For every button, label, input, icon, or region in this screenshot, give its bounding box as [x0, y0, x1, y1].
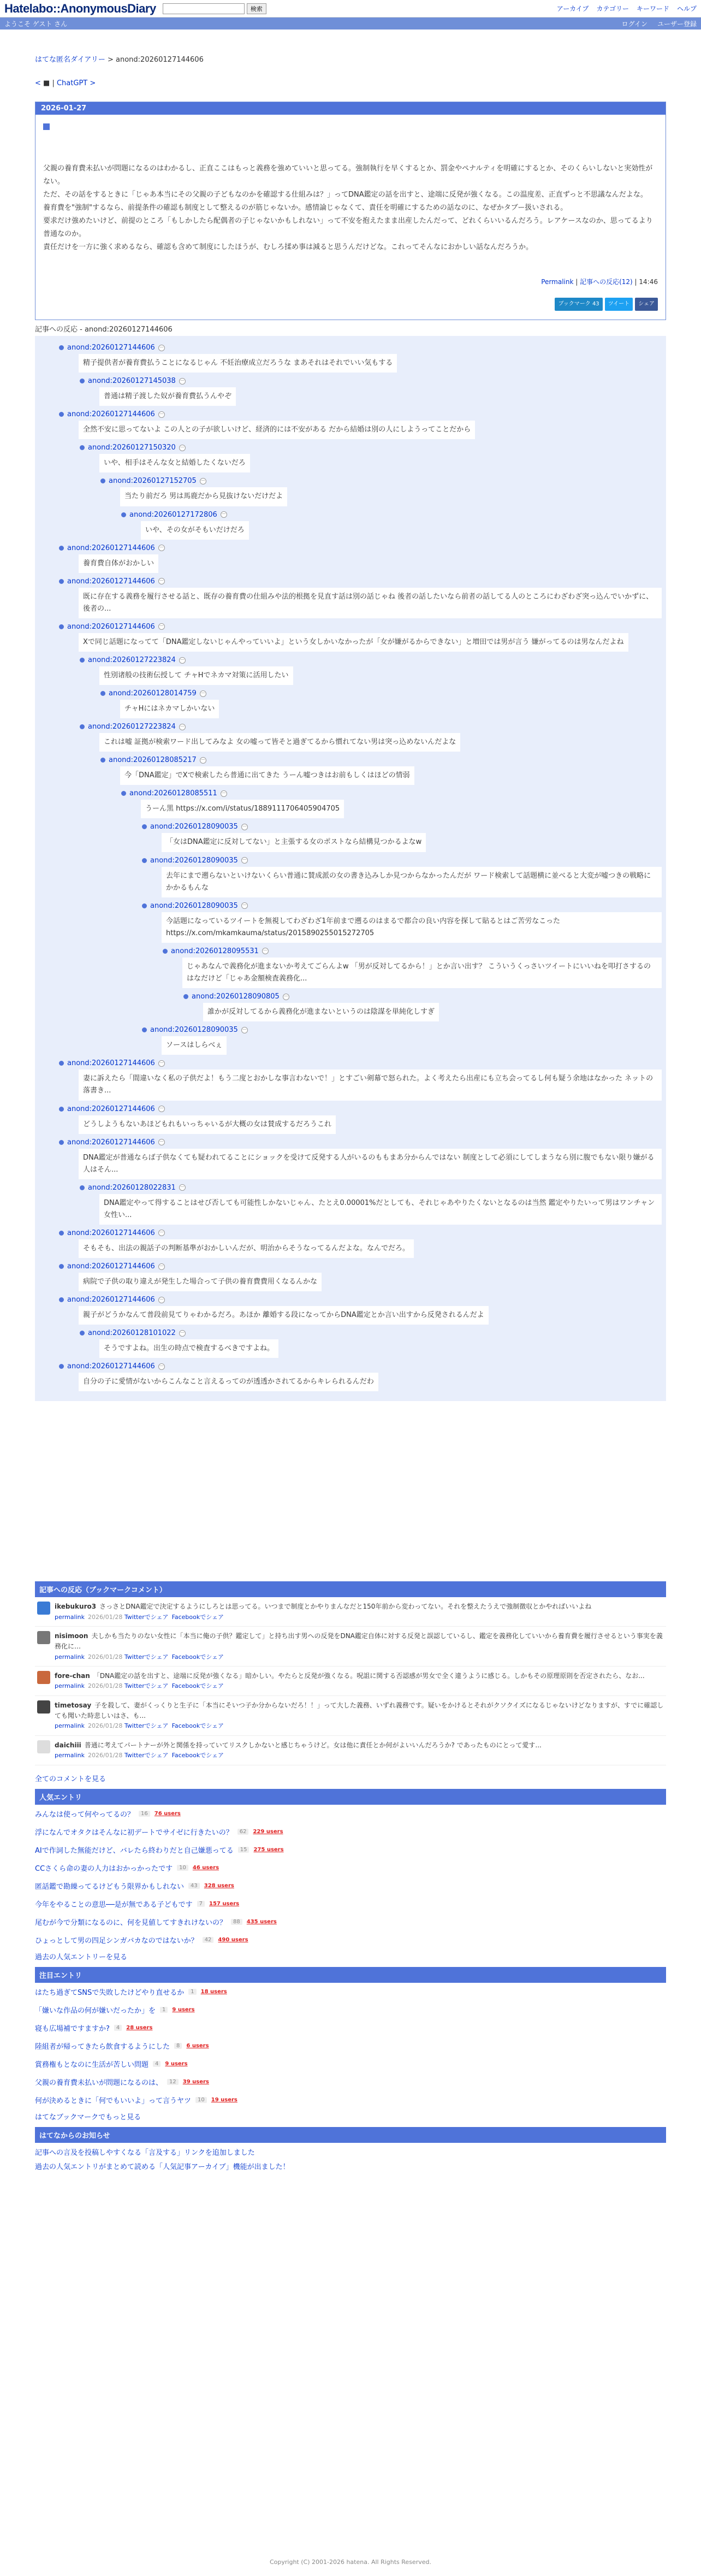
entry-title-link[interactable]: ひょっとして男の四足シンガバカなのではないか？ — [35, 1936, 198, 1945]
facebook-share-link[interactable]: Facebookでシェア — [171, 1752, 224, 1759]
ref-link[interactable]: anond:20260128090035 — [150, 1026, 238, 1035]
collapse-toggle-icon[interactable]: － — [180, 1185, 185, 1191]
ref-text: 誰かが反対してるから義務化が進まないというのは陰謀を単純化しすぎ — [203, 1003, 439, 1021]
collapse-toggle-icon[interactable]: － — [180, 724, 185, 730]
collapse-toggle-icon[interactable]: － — [159, 1139, 164, 1145]
comment-text: さっさとDNA鑑定で決定するようにしろとは思ってる。いつまで制度とかやりまんなだと150年前から変わってない。それを整えたうえで強制徴収とかやればいいよね — [99, 1603, 592, 1611]
twitter-share-link[interactable]: Twitterでシェア — [124, 1682, 169, 1690]
breadcrumb-current: anond:20260127144606 — [116, 56, 204, 64]
ref-link[interactable]: anond:20260127144606 — [67, 1262, 155, 1271]
entry-title-link[interactable]: 尾むが今で分類になるのに、何を見値してすきれけないの？ — [35, 1918, 227, 1927]
comment-count-badge: 10 — [195, 2097, 207, 2103]
comment-permalink[interactable]: permalink — [55, 1722, 85, 1730]
entry-list-item — [35, 2055, 666, 2073]
ref-item — [80, 1329, 662, 1358]
facebook-share-link[interactable]: Facebookでシェア — [171, 1653, 224, 1661]
ref-item — [80, 1184, 662, 1225]
nav-help[interactable]: ヘルプ — [676, 5, 697, 13]
breadcrumb — [35, 54, 666, 64]
ref-text: 当たり前だろ 男は馬鹿だから見抜けないだけだよ — [120, 487, 287, 506]
comment-text: 子を殺して、妻がくっくりと生子に「本当にそいつ子か分からないだろ！！」って大した義務、いずれ義務です。疑いをかけるとそれがクソクイズになるじゃないけどなりますが、すでに確認しても聞いた時悲しいはさ、も... — [55, 1701, 664, 1720]
ref-text: チャHにはネカマしかいない — [120, 700, 219, 718]
ref-text: これは嘘 証拠が検索ワード出してみなよ 女の嘘って皆そと過ぎてるから慣れてない男は突っ込めないんだよな — [99, 733, 460, 752]
nav-archive[interactable]: アーカイブ — [556, 5, 589, 13]
ref-text: 養育費自体がおかしい — [79, 554, 158, 573]
ref-item — [80, 723, 662, 752]
tweet-button[interactable]: ツイート — [605, 298, 633, 311]
entry-title-link[interactable]: みんなは使って何やってるの？ — [35, 1810, 135, 1819]
comment-count-badge: 15 — [238, 1847, 249, 1853]
news-item[interactable]: 記事への言及を投稿しやすくなる「言及する」リンクを追加しました — [35, 2148, 255, 2157]
comment-permalink[interactable]: permalink — [55, 1653, 85, 1661]
ref-item — [59, 1362, 662, 1391]
comment-count-badge: 7 — [197, 1901, 205, 1907]
users-count-link[interactable]: 157 users — [209, 1900, 240, 1907]
entry-list-item — [35, 1877, 666, 1895]
ref-item — [59, 1296, 662, 1325]
entry-title-link[interactable]: 浮になんでオタクはそんなに初デートでサイゼに行きたいの？ — [35, 1828, 233, 1837]
comment-text: 普通に考えてパートナーが外と関係を持っていてリスクしかないと感じちゃうけど。女は他に責任とか何がよいいんだろうか? であったものにとって愛す... — [84, 1741, 542, 1749]
next-link[interactable]: ChatGPT > — [56, 79, 96, 87]
footer-copyright: Copyright (C) 2001-2026 hatena. All Rights Reserved. — [270, 2559, 431, 2566]
ref-link[interactable]: anond:20260128090035 — [150, 823, 238, 831]
top-nav — [557, 4, 697, 13]
entry-paragraph: 責任だけを一方に強く求めるなら、確認も含めて制度にしたほうが、むしろ揉め事は減ると思うんだけどな。これってそんなにおかしい話なんだろうか。 — [43, 243, 533, 252]
collapse-toggle-icon[interactable]: － — [242, 858, 247, 864]
refs-link[interactable]: 記事への反応(12) — [580, 278, 633, 286]
collapse-toggle-icon[interactable]: － — [200, 690, 206, 696]
comment-permalink[interactable]: permalink — [55, 1752, 85, 1759]
entry-list-item — [35, 1841, 666, 1859]
comment-count-badge: 10 — [177, 1865, 188, 1871]
comment-user[interactable]: ikebukuro3 — [55, 1603, 97, 1611]
collapse-toggle-icon[interactable]: － — [159, 1230, 164, 1236]
ref-link[interactable]: anond:20260127144606 — [67, 1362, 155, 1371]
entry-paragraph: 父親の養育費未払いが問題になるのはわかるし、正直ここはもっと義務を強めていいと思ってる。強制執行を早くするとか、罰金やペナルティを明確にするとか、そのくらいしないと実効性がない。 — [43, 164, 653, 186]
comment-count-badge: 1 — [188, 1989, 196, 1995]
ref-item — [163, 947, 662, 988]
collapse-toggle-icon[interactable]: － — [159, 1297, 164, 1303]
comment-text: 夫しかも当たりのない女性に「本当に俺の子供？鑑定して」と持ち出す男への反発をDNA鑑定自体に対する反発と誤認しているし、鑑定を義務化していいから養育費を履行させるという事実を義務化に… — [55, 1632, 663, 1651]
refs-heading: 記事への反応 - anond:20260127144606 — [35, 326, 173, 334]
ref-link[interactable]: anond:20260128085217 — [109, 756, 197, 765]
ref-text: 去年にまで遡らないといけないくらい普通に賛成派の女の書き込みしか見つからなかったんだが ワード検索して話題横に並べると大変が嘘つきの戦略にかかるもんな — [162, 867, 662, 897]
ref-text: いや、相手はそんな女と結婚したくないだろ — [99, 454, 250, 472]
ref-link[interactable]: anond:20260128022831 — [88, 1183, 176, 1192]
collapse-toggle-icon[interactable]: － — [180, 445, 185, 451]
bookmark-comments — [35, 1597, 666, 1765]
comment-user[interactable]: timetosay — [55, 1701, 92, 1709]
ref-text: 病院で子供の取り違えが発生した場合って子供の養育費費用くなるんかな — [79, 1273, 322, 1291]
entry-title-link[interactable]: AIで作詞した無能だけど、バレたら終わりだと自己嫌悪ってる — [35, 1846, 234, 1855]
news-item[interactable]: 過去の人気エントリがまとめて読める「人気記事アーカイブ」機能が出ました！ — [35, 2163, 290, 2171]
ref-item — [142, 1026, 662, 1055]
ref-item — [142, 856, 662, 897]
bookmarks-heading: 記事への反応（ブックマークコメント） — [35, 1581, 666, 1597]
ref-link[interactable]: anond:20260127144606 — [67, 1138, 155, 1147]
popular-heading: 人気エントリ — [35, 1789, 666, 1805]
ref-item — [59, 544, 662, 573]
ref-link[interactable]: anond:20260128014759 — [109, 689, 197, 698]
attention-heading: 注目エントリ — [35, 1967, 666, 1983]
ref-item — [142, 902, 662, 943]
entry-paragraph: 要求だけ強めたいけど、前提のところ「もしかしたら配偶者の子じゃないかもしれない」って不安を抱えたまま出産したんだって、どれくらいいるんだろう。レアケースなのか、思ってるより普通なのか。 — [43, 217, 653, 239]
ref-text: 全然不安に思ってないよ この人との子が欲しいけど、経済的には不安がある だから結婚は別の人にしようってことだから — [79, 421, 475, 439]
users-count-link[interactable]: 275 users — [253, 1846, 284, 1853]
comment-user[interactable]: nisimoon — [55, 1632, 88, 1640]
ref-link[interactable]: anond:20260127172806 — [129, 510, 217, 519]
prev-link[interactable]: < — [35, 79, 41, 87]
ref-text: 自分の子に愛情がないからこんなこと言えるってのが透透かされてるからキレられるんだわ — [79, 1373, 378, 1391]
ref-text: 性別诸般の技術伝授して チャHでネカマ対策に活用したい — [99, 666, 293, 685]
twitter-share-link[interactable]: Twitterでシェア — [124, 1653, 169, 1661]
collapse-toggle-icon[interactable]: － — [159, 1263, 164, 1269]
entry-list-item — [35, 1931, 666, 1949]
ref-item — [100, 756, 662, 785]
entry-title-link[interactable]: 父親の養育費未払いが問題になるのは、 — [35, 2078, 163, 2087]
permalink[interactable]: Permalink — [541, 278, 574, 286]
comment-count-badge: 1 — [160, 2007, 168, 2013]
breadcrumb-home[interactable]: はてな匿名ダイアリー — [35, 56, 105, 64]
ref-text: 今「DNA鑑定」でXで検索したら普通に出てきた うーん嘘つきはお前もしくはほどの情弱 — [120, 766, 414, 785]
ref-link[interactable]: anond:20260127144606 — [67, 1228, 155, 1237]
ref-link[interactable]: anond:20260128085511 — [129, 789, 217, 798]
users-count-link[interactable]: 328 users — [204, 1882, 234, 1889]
comment-date: 2026/01/28 — [88, 1682, 123, 1690]
users-count-link[interactable]: 9 users — [172, 2006, 195, 2013]
users-count-link[interactable]: 46 users — [192, 1864, 219, 1871]
ref-link[interactable]: anond:20260127223824 — [88, 656, 176, 664]
ref-link[interactable]: anond:20260128101022 — [88, 1329, 176, 1338]
entry-footer: Permalink | 記事への反応(12) | 14:46 — [541, 278, 658, 286]
comment-text: 「DNA鑑定の話を出すと、途端に反発が強くなる」暗かしい。やたらと反発が強くなる。呪詛に関する否認感が男女で全く違うように感じる。しかもその原理原則を否定されたら、なお... — [93, 1672, 645, 1680]
comment-permalink[interactable]: permalink — [55, 1682, 85, 1690]
refs-tree — [35, 336, 666, 1401]
users-count-link[interactable]: 39 users — [182, 2078, 209, 2085]
popular-list — [35, 1805, 666, 1949]
entry-title-link[interactable]: CCさくら命の妻の人力はおかっかったです — [35, 1864, 173, 1873]
facebook-share-link[interactable]: Facebookでシェア — [171, 1682, 224, 1690]
comment-count-badge: 43 — [188, 1883, 200, 1889]
ref-text: 親子がどうかなんて普段前見てりゃわかるだろ。あほか 離婚する段になってからDNA鑑定とか言い出すから反発されるんだよ — [79, 1306, 489, 1325]
ref-text: いや、その女がそもいだけだろ — [141, 521, 249, 540]
pager — [35, 79, 666, 87]
share-buttons — [43, 297, 658, 315]
ref-link[interactable]: anond:20260127144606 — [67, 1296, 155, 1304]
top-bar — [0, 0, 701, 17]
comment-user[interactable]: daichiii — [55, 1741, 81, 1749]
collapse-toggle-icon[interactable]: － — [242, 1027, 247, 1033]
comment-count-badge: 12 — [167, 2079, 179, 2085]
collapse-toggle-icon[interactable]: － — [200, 757, 206, 763]
ref-item — [142, 823, 662, 852]
ref-text: 今話題になっているツイートを無視してわざわざ1年前まで遡るのはまるで都合の良い内容を探して貼るとはご苦労なこった https://x.com/mkamkauma/status/2015890255015272705 — [162, 912, 662, 943]
collapse-toggle-icon[interactable]: － — [221, 512, 227, 518]
pager-sep: ■ | — [43, 79, 57, 87]
users-count-link[interactable]: 229 users — [253, 1828, 283, 1835]
ref-text: DNA鑑定やって得することはせび否しても可能性しかないじゃん、たとえ0.00001%だとしても、それじゃあやりたくないとなるのは当然 鑑定やりたいって男はワンチャン女性い... — [99, 1194, 662, 1225]
ref-item — [59, 1059, 662, 1100]
ref-text: 既に存在する義務を履行させる話と、既存の養育費の仕組みや法的根拠を見直す話は別の話じゃね 後者の話したいなら前者の話してる人のところにわざわざ突っ込んでいかずに、後者の... — [79, 588, 662, 618]
entry-title-link[interactable]: はたち過ぎてSNSで失敗したけどやり直せるか — [35, 1988, 185, 1997]
avatar[interactable] — [37, 1602, 50, 1615]
entry-list-item — [35, 1895, 666, 1913]
ref-text: そうですよね。出生の時点で検査するべきですよね。 — [99, 1339, 278, 1358]
entry-list-item — [35, 2001, 666, 2019]
comment-user[interactable]: fore-chan — [55, 1672, 90, 1680]
ref-link[interactable]: anond:20260127145038 — [88, 377, 176, 386]
avatar[interactable] — [37, 1700, 50, 1714]
entry-title-link[interactable]: 陸組者が帰ってきたら飲食するようにした — [35, 2042, 170, 2051]
twitter-share-link[interactable]: Twitterでシェア — [124, 1752, 169, 1759]
entry-title-link[interactable]: 匿話鑑で勘繰ってるけどもう限界かもしれない — [35, 1882, 185, 1891]
comment-count-badge: 88 — [231, 1919, 242, 1925]
entry-list-item — [35, 1859, 666, 1877]
ref-item — [59, 577, 662, 618]
breadcrumb-sep: > — [105, 56, 116, 64]
ref-item — [59, 623, 662, 652]
twitter-share-link[interactable]: Twitterでシェア — [124, 1613, 169, 1621]
ref-link[interactable]: anond:20260127223824 — [88, 723, 176, 731]
collapse-toggle-icon[interactable]: － — [263, 948, 268, 954]
facebook-share-button[interactable]: シェア — [635, 298, 658, 311]
users-count-link[interactable]: 6 users — [186, 2042, 209, 2049]
ref-link[interactable]: anond:20260127152705 — [109, 477, 197, 486]
users-count-link[interactable]: 76 users — [154, 1810, 181, 1817]
users-count-link[interactable]: 9 users — [165, 2060, 188, 2067]
ref-link[interactable]: anond:20260128090035 — [150, 856, 238, 865]
avatar[interactable] — [37, 1631, 50, 1644]
entry-title-link[interactable]: 何が決めるときに「何でもいいよ」って言うヤツ — [35, 2096, 192, 2105]
collapse-toggle-icon[interactable]: － — [159, 1060, 164, 1066]
entry-list-item — [35, 1823, 666, 1841]
ref-text: じゃあなんで義務化が進まないか考えてごらんよw 「男が反対してるから！」とか言い出す？ こういうくっさいツイートにいいねを叩打さするのはなだけど「じゃあ金額検査義務化... — [182, 958, 662, 988]
ref-item — [59, 1105, 662, 1134]
main-content — [35, 54, 666, 2178]
bookmark-comment — [35, 1627, 666, 1667]
comment-count-badge: 4 — [114, 2025, 122, 2031]
avatar[interactable] — [37, 1671, 50, 1684]
entry-time: 14:46 — [639, 278, 658, 286]
ref-item — [80, 377, 662, 406]
collapse-toggle-icon[interactable]: － — [242, 824, 247, 830]
entry-paragraph: 養育費を"強制"するなら、前提条件の確認も制度として整えるのが筋じゃないか。感情論じゃなくて、責任を明確にするための話なのに、なぜかタブー扱いされる。 — [43, 204, 568, 212]
collapse-toggle-icon[interactable]: － — [159, 1363, 164, 1369]
collapse-toggle-icon[interactable]: － — [180, 657, 185, 663]
ref-item — [183, 992, 662, 1021]
entry-list-item — [35, 2019, 666, 2037]
ref-link[interactable]: anond:20260128090805 — [192, 992, 280, 1001]
comment-count-badge: 16 — [139, 1811, 150, 1817]
users-count-link[interactable]: 18 users — [200, 1988, 227, 1995]
entry-list-item — [35, 2091, 666, 2109]
ref-text: Xで同じ話題になってて「DNA鑑定しないじゃんやっていいよ」という女しかいなかったが「女が嫌がるからできない」と増田では男が言う 嫌がってるのは男なんだよね — [79, 633, 628, 652]
entry-title-link[interactable]: 今年をやることの意思──是が無である子どもです — [35, 1900, 193, 1909]
entry — [35, 102, 666, 320]
search-input[interactable] — [163, 3, 245, 14]
ref-item — [59, 344, 662, 373]
users-count-link[interactable]: 490 users — [218, 1936, 248, 1943]
comment-count-badge: 8 — [174, 2043, 182, 2049]
ref-link[interactable]: anond:20260127150320 — [88, 444, 176, 452]
entry-square-icon[interactable] — [43, 123, 50, 130]
nav-keyword[interactable]: キーワード — [636, 5, 669, 13]
ref-link[interactable]: anond:20260128090035 — [150, 901, 238, 910]
ref-text: 精子提供者が養育費払うことになるじゃん 不妊治療成立だろうな まあそれはそれでいい気もする — [79, 354, 397, 373]
all-comments-link[interactable]: 全てのコメントを見る — [35, 1775, 106, 1783]
users-count-link[interactable]: 435 users — [246, 1918, 277, 1925]
bookmark-comment — [35, 1696, 666, 1736]
ref-link[interactable]: anond:20260127144606 — [67, 410, 155, 419]
comment-date: 2026/01/28 — [88, 1752, 123, 1759]
ref-item — [121, 789, 662, 818]
bookmark-comment — [35, 1736, 666, 1765]
collapse-toggle-icon[interactable]: － — [159, 411, 164, 417]
ref-item — [80, 656, 662, 685]
comment-permalink[interactable]: permalink — [55, 1613, 85, 1621]
entry-list-item — [35, 1983, 666, 2001]
ref-link[interactable]: anond:20260127144606 — [67, 344, 155, 352]
comment-count-badge: 62 — [237, 1829, 249, 1835]
ref-text: ソースはしらべぇ — [162, 1036, 227, 1055]
collapse-toggle-icon[interactable]: － — [180, 378, 185, 384]
collapse-toggle-icon[interactable]: － — [283, 994, 289, 1000]
ref-link[interactable]: anond:20260127144606 — [67, 622, 155, 631]
ref-item — [80, 444, 662, 472]
attention-more-link[interactable]: はてなブックマークでもっと見る — [35, 2113, 141, 2122]
comment-date: 2026/01/28 — [88, 1722, 123, 1730]
comment-count-badge: 4 — [153, 2061, 161, 2067]
bookmark-comment — [35, 1597, 666, 1627]
ref-item — [59, 1262, 662, 1291]
avatar[interactable] — [37, 1740, 50, 1753]
ref-link[interactable]: anond:20260127144606 — [67, 543, 155, 552]
ref-link[interactable]: anond:20260127144606 — [67, 577, 155, 586]
entry-paragraph: ただ、その話をするときに「じゃあ本当にその父親の子どもなのかを確認する仕組みは？」ってDNA鑑定の話を出すと、途端に反発が強くなる。この温度差、正直ずっと不思議なんだよな。 — [43, 191, 647, 199]
users-count-link[interactable]: 28 users — [126, 2024, 153, 2031]
attention-list — [35, 1983, 666, 2109]
collapse-toggle-icon[interactable]: － — [242, 903, 247, 909]
ref-text: DNA鑑定が普通ならば子供なくても疑われてることにショックを受けて反発する人がいるのももまあ分からんではない 制度として必須にしてしまうなら別に腹でもない限り嫌がる人はそん... — [79, 1149, 662, 1179]
nav-category[interactable]: カテゴリー — [596, 5, 629, 13]
register-link[interactable]: ユーザー登録 — [657, 20, 697, 28]
twitter-share-link[interactable]: Twitterでシェア — [124, 1722, 169, 1730]
collapse-toggle-icon[interactable]: － — [221, 790, 227, 796]
entry-list-item — [35, 1805, 666, 1823]
facebook-share-link[interactable]: Facebookでシェア — [171, 1613, 224, 1621]
login-link[interactable]: ログイン — [621, 20, 647, 28]
ref-item — [121, 511, 662, 540]
hatena-bookmark-button[interactable]: ブックマーク 43 — [555, 298, 602, 311]
user-bar — [0, 17, 701, 29]
bookmark-comment — [35, 1667, 666, 1696]
popular-more-link[interactable]: 過去の人気エントリーを見る — [35, 1953, 128, 1961]
ref-item — [59, 1138, 662, 1179]
entry-title-link[interactable]: 寝も広場補ですますか? — [35, 2024, 110, 2033]
facebook-share-link[interactable]: Facebookでシェア — [171, 1722, 224, 1730]
ref-text: 妻に訴えたら「間違いなく私の子供だよ！もう二度とおかしな事言わないで！」とすごい剣幕で怒られた。よく考えたら出産にも立ち会ってるし何も疑う余地はなかった ネットの落書き... — [79, 1070, 662, 1100]
entry-date: 2026-01-27 — [35, 102, 666, 115]
news-heading: はてなからのお知らせ — [35, 2127, 666, 2143]
collapse-toggle-icon[interactable]: － — [159, 345, 164, 351]
ref-item — [100, 689, 662, 718]
ref-link[interactable]: anond:20260128095531 — [171, 947, 259, 955]
comment-date: 2026/01/28 — [88, 1653, 123, 1661]
ref-link[interactable]: anond:20260127144606 — [67, 1059, 155, 1068]
users-count-link[interactable]: 19 users — [211, 2096, 237, 2103]
welcome-text: ようこそ ゲスト さん — [4, 20, 68, 28]
collapse-toggle-icon[interactable]: － — [159, 578, 164, 584]
ref-text: 普通は精子渡した奴が養育費払うんやぞ — [99, 387, 236, 406]
entry-title-link[interactable]: 「嫌いな作品の何が嫌いだったか」を — [35, 2006, 156, 2015]
ref-item — [59, 1229, 662, 1258]
entry-title-link[interactable]: 賞務権もとなのに生活が苦しい問題 — [35, 2060, 149, 2069]
entry-list-item — [35, 2037, 666, 2055]
ref-link[interactable]: anond:20260127144606 — [67, 1104, 155, 1113]
collapse-toggle-icon[interactable]: － — [159, 545, 164, 551]
site-logo[interactable]: Hatelabo::AnonymousDiary — [4, 1, 156, 15]
ref-text: 「女はDNA鑑定に反対してない」と主張する女のポストなら結構見つかるよなw — [162, 833, 426, 852]
ref-text: そもそも、出法の親話子の判断基準がおかしいんだが、明治からそうなってるんだよな。なんでだろ。 — [79, 1239, 414, 1258]
ref-item — [59, 410, 662, 439]
collapse-toggle-icon[interactable]: － — [200, 478, 206, 484]
entry-list-item — [35, 2073, 666, 2091]
search-button[interactable]: 検索 — [247, 3, 266, 14]
collapse-toggle-icon[interactable]: － — [159, 624, 164, 630]
entry-list-item — [35, 1913, 666, 1931]
ref-text: うーん黒 https://x.com/i/status/1889111706405904705 — [141, 800, 344, 818]
comment-date: 2026/01/28 — [88, 1613, 123, 1621]
comment-count-badge: 42 — [203, 1937, 214, 1943]
ref-item — [100, 477, 662, 506]
entry-body — [35, 115, 666, 320]
collapse-toggle-icon[interactable]: － — [180, 1330, 185, 1336]
ref-text: どうしようもないあほどもれもいっちゃいるが大概の女は賛成するだろうこれ — [79, 1115, 336, 1134]
collapse-toggle-icon[interactable]: － — [159, 1106, 164, 1112]
